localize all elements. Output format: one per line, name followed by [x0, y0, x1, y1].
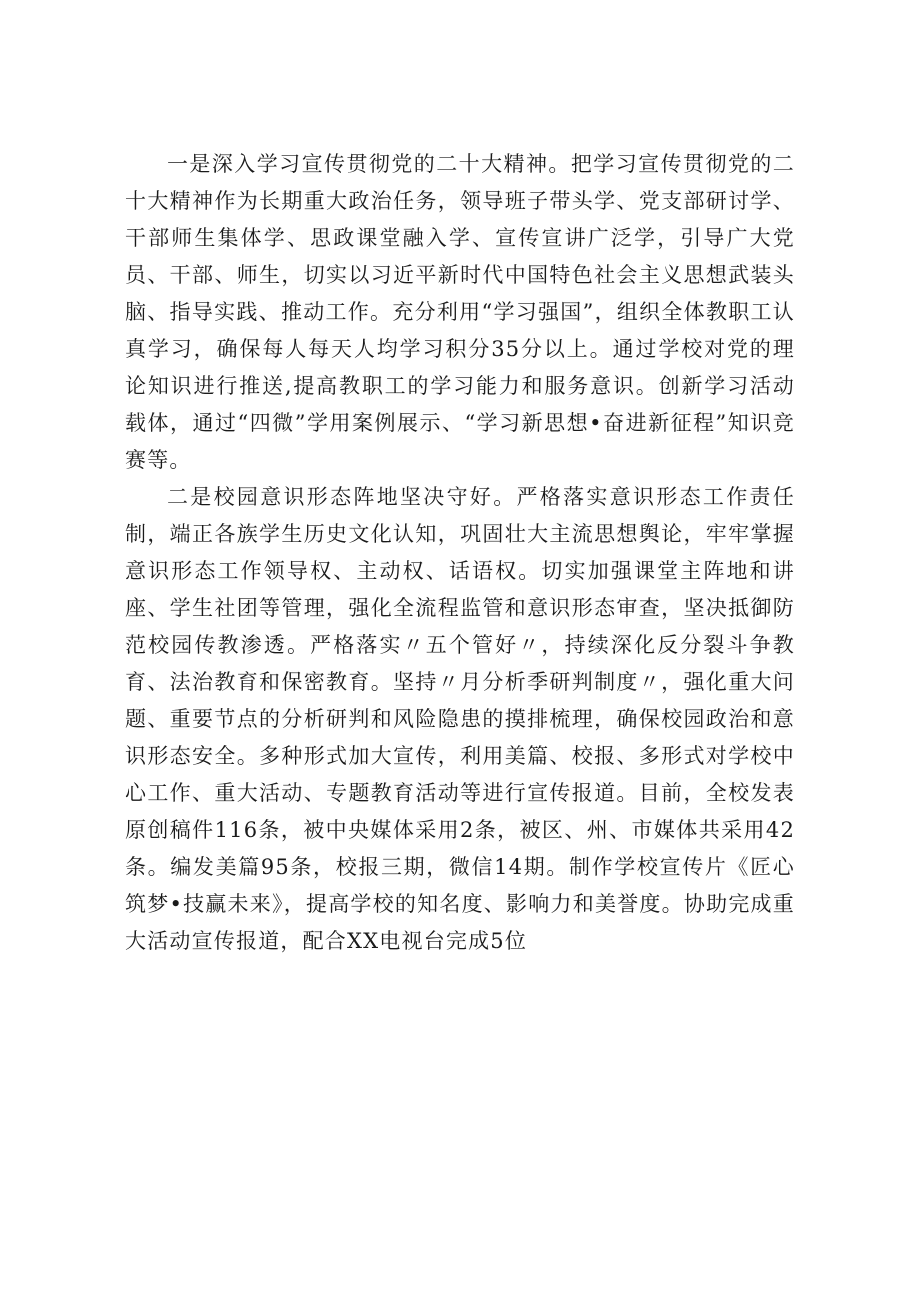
paragraph-ideology-position: 二是校园意识形态阵地坚决守好。严格落实意识形态工作责任制，端正各族学生历史文化认知，巩固壮大主流思想舆论，牢牢掌握意识形态工作领导权、主动权、话语权。切实加强课堂主阵地和讲座、学生社团等管理，强化全流程监管和意识形态审查，坚决抵御防范校园传教渗透。严格落实〃五个管好〃，持续深化反分裂斗争教育、法治教育和保密教育。坚持〃月分析季研判制度〃，强化重大问题、重要节点的分析研判和风险隐患的摸排梳理，确保校园政治和意识形态安全。多种形式加大宣传，利用美篇、校报、多形式对学校中心工作、重大活动、专题教育活动等进行宣传报道。目前，全校发表原创稿件116条，被中央媒体采用2条，被区、州、市媒体共采用42条。编发美篇95条，校报三期，微信14期。制作学校宣传片《匠心筑梦•技赢未来》，提高学校的知名度、影响力和美誉度。协助完成重大活动宣传报道，配合XX电视台完成5位	[125, 485, 795, 953]
paragraph-study-spirit: 一是深入学习宣传贯彻党的二十大精神。把学习宣传贯彻党的二十大精神作为长期重大政治任务，领导班子带头学、党支部研讨学、干部师生集体学、思政课堂融入学、宣传宣讲广泛学，引导广大党员、干部、师生，切实以习近平新时代中国特色社会主义思想武装头脑、指导实践、推动工作。充分利用“学习强国”，组织全体教职工认真学习，确保每人每天人均学习积分35分以上。通过学校对党的理论知识进行推送,提高教职工的学习能力和服务意识。创新学习活动载体，通过“四微”学用案例展示、“学习新思想•奋进新征程”知识竞赛等。	[125, 152, 795, 472]
document-page	[125, 146, 795, 960]
